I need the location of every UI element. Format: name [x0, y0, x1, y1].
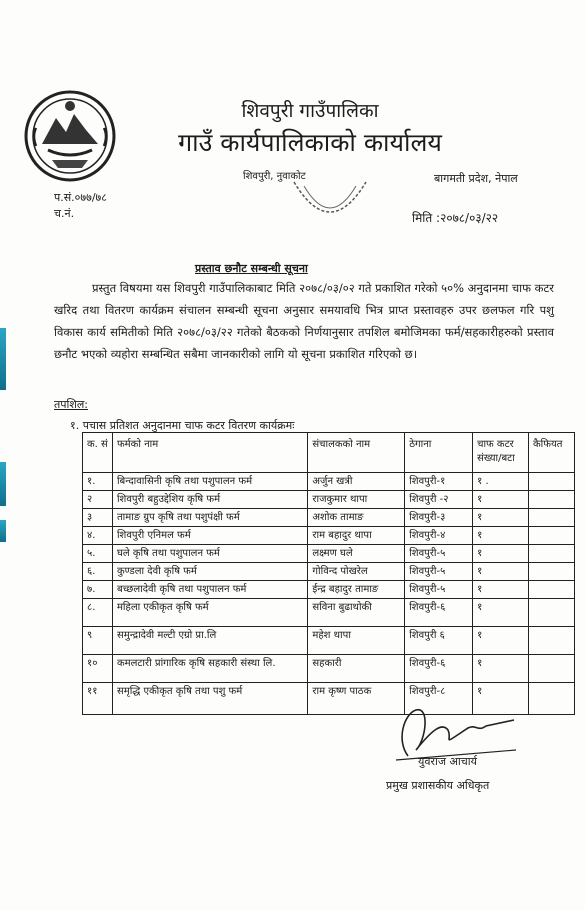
cell-remarks	[529, 599, 575, 627]
cell-address: शिवपुरी-१	[405, 473, 473, 491]
cell-operator-name: राम कृष्ण पाठक	[308, 683, 405, 715]
edge-stripe-middle	[0, 462, 6, 506]
table-row	[83, 581, 575, 599]
table-row	[83, 527, 575, 545]
cell-serial: ३	[83, 509, 113, 527]
cell-chaff-cutter-count: १ .	[473, 473, 529, 491]
notice-body: प्रस्तुत विषयमा यस शिवपुरी गाउँपालिकाबाट मिति २०७८/०३/०२ गते प्रकाशित गरेको ५०% अनुदानमा चाफ कटर खरिद तथा वितरण कार्यक्रम संचालन सम्बन्धी सूचना अनुसार समयावधि भित्र प्राप्त प्रस्तावहरु उपर छलफल गरि पशु विकास कार्य समितीको मिति २०७८/०३/२२ गतेको बैठकको निर्णयानुसार तपशिल बमोजिमका फर्म/सहकारीहरुको प्रस्ताव छनौट भएको व्यहोरा सम्बन्धित सबैमा जानकारीको लागि यो सूचना प्रकाशित गरिएको छ।	[54, 281, 554, 361]
nepal-government-emblem-icon	[22, 88, 118, 184]
cell-serial: ७.	[83, 581, 113, 599]
cell-remarks	[529, 473, 575, 491]
table-row	[83, 473, 575, 491]
cell-remarks	[529, 509, 575, 527]
selected-firms-table	[82, 432, 575, 715]
header-chaff-cutter-count: चाफ कटर संख्या/बटा	[473, 433, 529, 473]
cell-remarks	[529, 545, 575, 563]
office-address: शिवपुरी, नुवाकोट	[243, 171, 306, 182]
cell-address: शिवपुरी -२	[405, 491, 473, 509]
cell-operator-name: अशोक तामाङ	[308, 509, 405, 527]
cell-chaff-cutter-count: १	[473, 581, 529, 599]
cell-remarks	[529, 527, 575, 545]
cell-firm-name: तामाङ ग्रुप कृषि तथा पशुपंक्षी फर्म	[112, 509, 307, 527]
cell-address: शिवपुरी ६	[405, 627, 473, 655]
cell-chaff-cutter-count: १	[473, 683, 529, 715]
cell-address: शिवपुरी-८	[405, 683, 473, 715]
cell-chaff-cutter-count: १	[473, 491, 529, 509]
cell-chaff-cutter-count: १	[473, 563, 529, 581]
cell-serial: ९	[83, 627, 113, 655]
cell-operator-name: गोविन्द पोखरेल	[308, 563, 405, 581]
cell-chaff-cutter-count: १	[473, 599, 529, 627]
edge-stripe-top	[0, 328, 6, 390]
cell-address: शिवपुरी-५	[405, 581, 473, 599]
cell-serial: २	[83, 491, 113, 509]
edge-stripe-bottom	[0, 520, 6, 542]
cell-serial: ८.	[83, 599, 113, 627]
header-serial: क. सं	[83, 433, 113, 473]
cell-remarks	[529, 655, 575, 683]
table-row	[83, 563, 575, 581]
cell-serial: ४.	[83, 527, 113, 545]
table-body	[83, 473, 575, 715]
cell-firm-name: बिन्दावासिनी कृषि तथा पशुपालन फर्म	[112, 473, 307, 491]
cell-address: शिवपुरी-३	[405, 509, 473, 527]
cell-serial: १०	[83, 655, 113, 683]
header-remarks: कैफियत	[529, 433, 575, 473]
cell-serial: ५.	[83, 545, 113, 563]
details-label: तपशिल:	[54, 398, 89, 411]
cell-operator-name: अर्जुन खत्री	[308, 473, 405, 491]
cell-chaff-cutter-count: १	[473, 655, 529, 683]
cell-firm-name: बच्छलादेवी कृषि तथा पशुपालन फर्म	[112, 581, 307, 599]
cell-serial: ११	[83, 683, 113, 715]
cell-chaff-cutter-count: १	[473, 545, 529, 563]
cell-operator-name: राम बहादुर थापा	[308, 527, 405, 545]
table-row	[83, 509, 575, 527]
cell-remarks	[529, 491, 575, 509]
cell-firm-name: शिवपुरी बहुउद्देशिय कृषि फर्म	[112, 491, 307, 509]
cell-serial: १.	[83, 473, 113, 491]
cell-chaff-cutter-count: १	[473, 527, 529, 545]
cell-remarks	[529, 563, 575, 581]
table-header-row	[83, 433, 575, 473]
cell-firm-name: समृद्धि एकीकृत कृषि तथा पशु फर्म	[112, 683, 307, 715]
cell-firm-name: घले कृषि तथा पशुपालन फर्म	[112, 545, 307, 563]
province-label: बागमती प्रदेश, नेपाल	[434, 172, 518, 185]
notice-subject: प्रस्ताव छनौट सम्बन्धी सूचना	[195, 262, 308, 275]
cell-remarks	[529, 581, 575, 599]
signer-name: युवराज आचार्य	[418, 755, 477, 768]
cell-firm-name: कमलटारी प्रांगारिक कृषि सहकारी संस्था लि.	[112, 655, 307, 683]
letter-number: प.सं.०७७/७८	[54, 191, 107, 204]
cell-firm-name: शिवपुरी एनिमल फर्म	[112, 527, 307, 545]
cell-operator-name: सहकारी	[308, 655, 405, 683]
municipality-name: शिवपुरी गाउँपालिका	[241, 100, 379, 122]
cell-operator-name: महेश थापा	[308, 627, 405, 655]
cell-operator-name: ईन्द्र बहादुर तामाङ	[308, 581, 405, 599]
table-row	[83, 545, 575, 563]
dispatch-number: च.नं.	[54, 207, 75, 220]
header-address: ठेगाना	[405, 433, 473, 473]
header-firm-name: फर्मको नाम	[112, 433, 307, 473]
cell-serial: ६.	[83, 563, 113, 581]
cell-remarks	[529, 627, 575, 655]
table-row	[83, 627, 575, 655]
header-operator-name: संचालकको नाम	[308, 433, 405, 473]
cell-firm-name: महिला एकीकृत कृषि फर्म	[112, 599, 307, 627]
cell-address: शिवपुरी-५	[405, 545, 473, 563]
cell-chaff-cutter-count: १	[473, 509, 529, 527]
cell-firm-name: कुण्डला देवी कृषि फर्म	[112, 563, 307, 581]
cell-address: शिवपुरी-६	[405, 599, 473, 627]
cell-address: शिवपुरी-६	[405, 655, 473, 683]
program-heading: १. पचास प्रतिशत अनुदानमा चाफ कटर वितरण कार्यक्रमः	[70, 419, 295, 432]
cell-remarks	[529, 683, 575, 715]
table-row	[83, 655, 575, 683]
table-row	[83, 599, 575, 627]
notice-date: मिति :२०७८/०३/२२	[412, 211, 499, 225]
cell-address: शिवपुरी-५	[405, 563, 473, 581]
cell-address: शिवपुरी-४	[405, 527, 473, 545]
cell-operator-name: राजकुमार थापा	[308, 491, 405, 509]
cell-firm-name: समुन्द्रादेवी मल्टी एग्रो प्रा.लि	[112, 627, 307, 655]
cell-operator-name: सविना बुढाथोकी	[308, 599, 405, 627]
table-row	[83, 491, 575, 509]
cell-operator-name: लक्ष्मण घले	[308, 545, 405, 563]
office-name: गाउँ कार्यपालिकाको कार्यालय	[178, 128, 442, 157]
signer-title: प्रमुख प्रशासकीय अधिकृत	[386, 779, 490, 792]
cell-chaff-cutter-count: १	[473, 627, 529, 655]
